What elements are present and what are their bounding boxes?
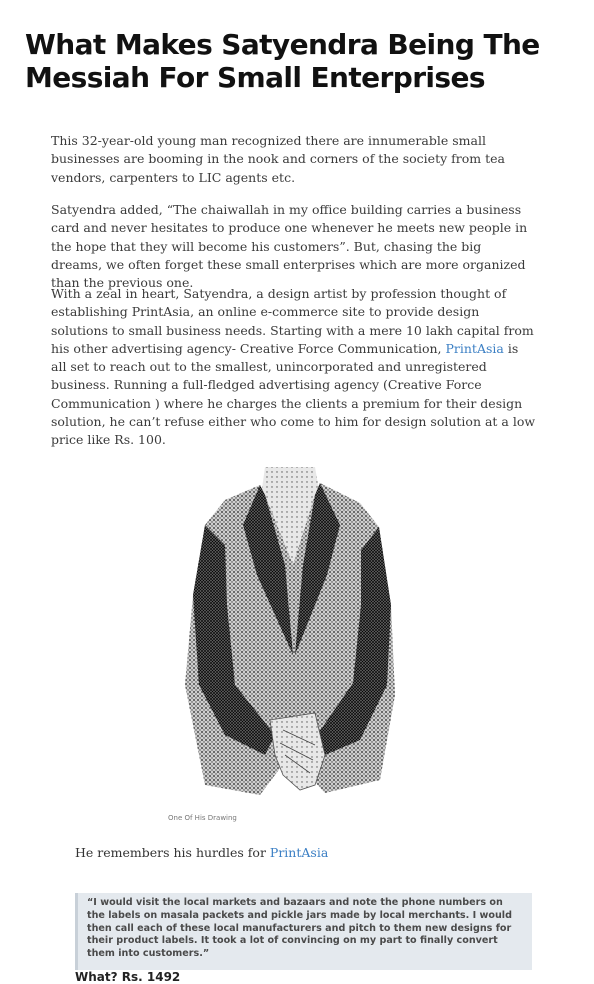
remember-text: He remembers his hurdles for (75, 845, 270, 860)
paragraph-printasia-text-after: is all set to reach out to the smallest, unincorporated and unregistered business. Running a full-fledged advertising agency (Creative Force Communication ) where he charges the clients a premium for their design solution, he can’t refuse either who come to him for design solution at a low price like Rs. 100. (51, 340, 536, 448)
section-subheading: What? Rs. 1492 (75, 970, 181, 984)
paragraph-printasia (51, 285, 536, 450)
paragraph-chaiwallah: Satyendra added, “The chaiwallah in my office building carries a business card and never hesitates to produce one whenever he meets new people in the hope that they will become his customers”. But, chasing the big dreams, we often forget these small enterprises which are more organized than the previous one. (51, 202, 528, 291)
image-caption: One Of His Drawing (168, 814, 237, 822)
paragraph-printasia-text-before: With a zeal in heart, Satyendra, a design artist by profession thought of establishing PrintAsia, an online e-commerce site to provide design solutions to small business needs. Starting with a mere 10 lakh capital from his other advertising agency- Creative Force Communication, (51, 286, 534, 356)
remember-line (75, 845, 328, 860)
paragraph-intro: This 32-year-old young man recognized there are innumerable small businesses are booming in the nook and corners of the society from tea vendors, carpenters to LIC agents etc. (51, 133, 505, 185)
printasia-link-2[interactable]: PrintAsia (269, 845, 329, 860)
article-title: What Makes Satyendra Being The Messiah For Small Enterprises (25, 28, 540, 94)
printasia-link[interactable]: PrintAsia (445, 340, 504, 356)
suit-drawing-image (165, 455, 419, 815)
pull-quote: “I would visit the local markets and bazaars and note the phone numbers on the labels on masala packets and pickle jars made by local merchants. I would then call each of these local manufacturers and pitch to them new designs for their product labels. It took a lot of convincing on my part to finally convert them into customers.” (75, 893, 532, 970)
